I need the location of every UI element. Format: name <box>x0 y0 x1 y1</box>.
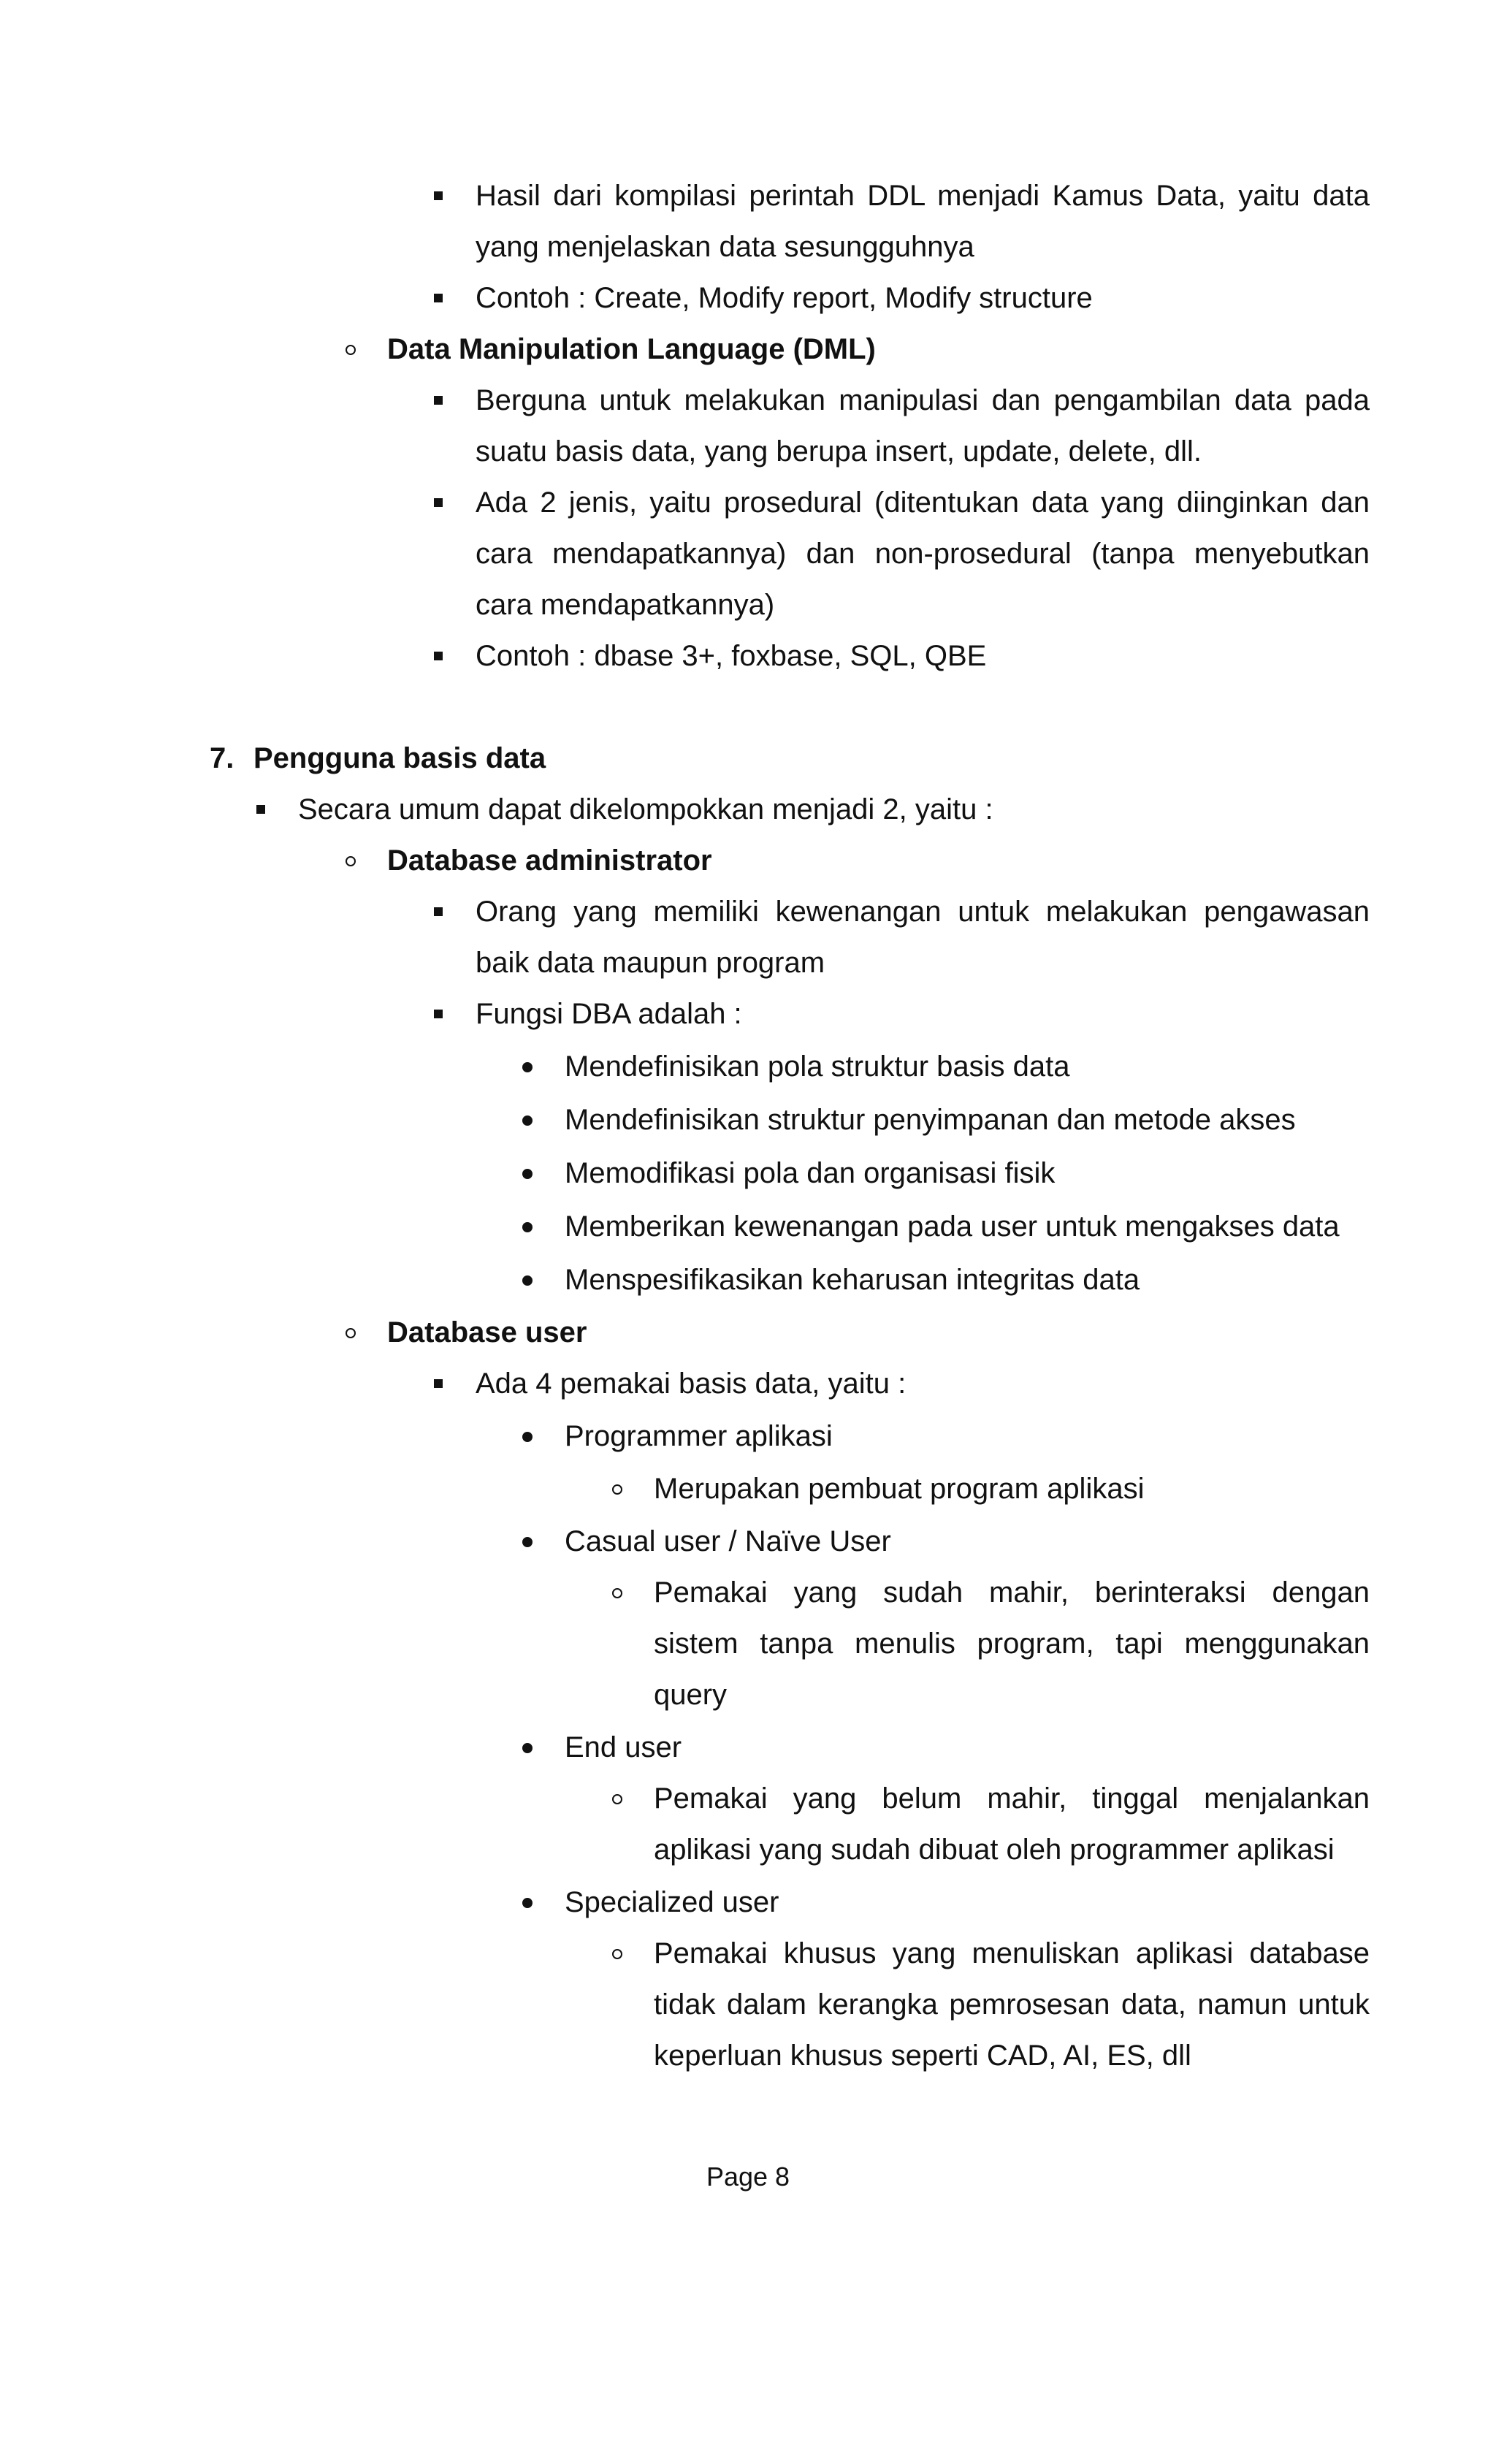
list-item-dml-purpose-cont: suatu basis data, yang berupa insert, update, delete, dll. <box>476 435 1202 468</box>
list-item-dml-types-cont: cara mendapatkannya) dan non-prosedural (tanpa menyebutkan <box>476 538 1370 570</box>
square-bullet-icon <box>434 191 443 200</box>
list-item-end-user-desc: Pemakai yang belum mahir, tinggal menjalankan <box>654 1782 1370 1815</box>
round-bullet-icon <box>522 1432 533 1442</box>
hollow-circle-bullet-icon <box>346 856 356 866</box>
list-item-user-count: Ada 4 pemakai basis data, yaitu : <box>476 1368 907 1400</box>
list-item-ddl-result-cont: yang menjelaskan data sesungguhnya <box>476 231 974 263</box>
list-item-function-1: Mendefinisikan pola struktur basis data <box>565 1050 1070 1083</box>
round-bullet-icon <box>522 1898 533 1908</box>
square-bullet-icon <box>256 805 265 814</box>
hollow-circle-bullet-icon <box>346 1328 356 1338</box>
round-bullet-icon <box>522 1169 533 1179</box>
list-item-function-3: Memodifikasi pola dan organisasi fisik <box>565 1157 1056 1189</box>
square-bullet-icon <box>434 498 443 507</box>
round-bullet-icon <box>522 1062 533 1072</box>
list-item-casual-desc-cont: sistem tanpa menulis program, tapi menggunakan <box>654 1628 1370 1660</box>
list-item-specialized-desc-cont: tidak dalam kerangka pemrosesan data, namun untuk <box>654 1988 1370 2021</box>
list-item-casual-user: Casual user / Naïve User <box>565 1525 891 1557</box>
list-item-dba-functions: Fungsi DBA adalah : <box>476 998 742 1030</box>
round-bullet-icon <box>522 1743 533 1753</box>
round-bullet-icon <box>522 1537 533 1547</box>
list-item-dml-example: Contoh : dbase 3+, foxbase, SQL, QBE <box>476 640 987 672</box>
square-bullet-icon <box>434 1010 443 1018</box>
list-item-specialized-desc-cont2: keperluan khusus seperti CAD, AI, ES, dll <box>654 2040 1191 2072</box>
list-item-dba-definition-cont: baik data maupun program <box>476 947 825 979</box>
section-number: 7. <box>210 742 234 774</box>
list-item-end-user: End user <box>565 1731 682 1763</box>
round-bullet-icon <box>522 1222 533 1232</box>
list-item-ddl-result: Hasil dari kompilasi perintah DDL menjadi Kamus Data, yaitu data <box>476 180 1370 212</box>
list-item-ddl-example: Contoh : Create, Modify report, Modify structure <box>476 282 1093 314</box>
round-bullet-icon <box>522 1275 533 1286</box>
hollow-circle-bullet-icon <box>346 345 356 355</box>
list-item-programmer: Programmer aplikasi <box>565 1420 833 1452</box>
list-item-dml-purpose: Berguna untuk melakukan manipulasi dan pengambilan data pada <box>476 384 1370 416</box>
list-item-dml-types: Ada 2 jenis, yaitu prosedural (ditentukan data yang diinginkan dan <box>476 487 1370 519</box>
square-bullet-icon <box>434 907 443 916</box>
square-bullet-icon <box>434 396 443 405</box>
square-bullet-icon <box>434 652 443 660</box>
page-number: Page 8 <box>706 2162 790 2192</box>
list-item-programmer-desc: Merupakan pembuat program aplikasi <box>654 1473 1145 1505</box>
list-item-casual-desc-cont2: query <box>654 1679 728 1711</box>
list-item-dml-types-cont2: cara mendapatkannya) <box>476 589 775 621</box>
list-item-specialized-user: Specialized user <box>565 1886 779 1918</box>
hollow-circle-bullet-icon <box>612 1794 622 1804</box>
list-item-dba-definition: Orang yang memiliki kewenangan untuk melakukan pengawasan <box>476 896 1370 928</box>
list-item-function-4: Memberikan kewenangan pada user untuk mengakses data <box>565 1210 1340 1243</box>
list-item-specialized-desc: Pemakai khusus yang menuliskan aplikasi database <box>654 1937 1370 1969</box>
list-item-function-5: Menspesifikasikan keharusan integritas data <box>565 1264 1140 1296</box>
section-heading-dml: Data Manipulation Language (DML) <box>387 333 876 365</box>
subheading-dba: Database administrator <box>387 844 712 877</box>
subheading-db-user: Database user <box>387 1316 587 1349</box>
square-bullet-icon <box>434 294 443 302</box>
round-bullet-icon <box>522 1115 533 1126</box>
hollow-circle-bullet-icon <box>612 1484 622 1495</box>
list-item-end-user-desc-cont: aplikasi yang sudah dibuat oleh programmer aplikasi <box>654 1834 1335 1866</box>
list-item-casual-desc: Pemakai yang sudah mahir, berinteraksi dengan <box>654 1576 1370 1609</box>
list-item-function-2: Mendefinisikan struktur penyimpanan dan metode akses <box>565 1104 1296 1136</box>
hollow-circle-bullet-icon <box>612 1949 622 1959</box>
section-heading-pengguna: Pengguna basis data <box>253 742 546 774</box>
square-bullet-icon <box>434 1379 443 1388</box>
list-item-grouping: Secara umum dapat dikelompokkan menjadi 2, yaitu : <box>298 793 993 825</box>
hollow-circle-bullet-icon <box>612 1588 622 1598</box>
